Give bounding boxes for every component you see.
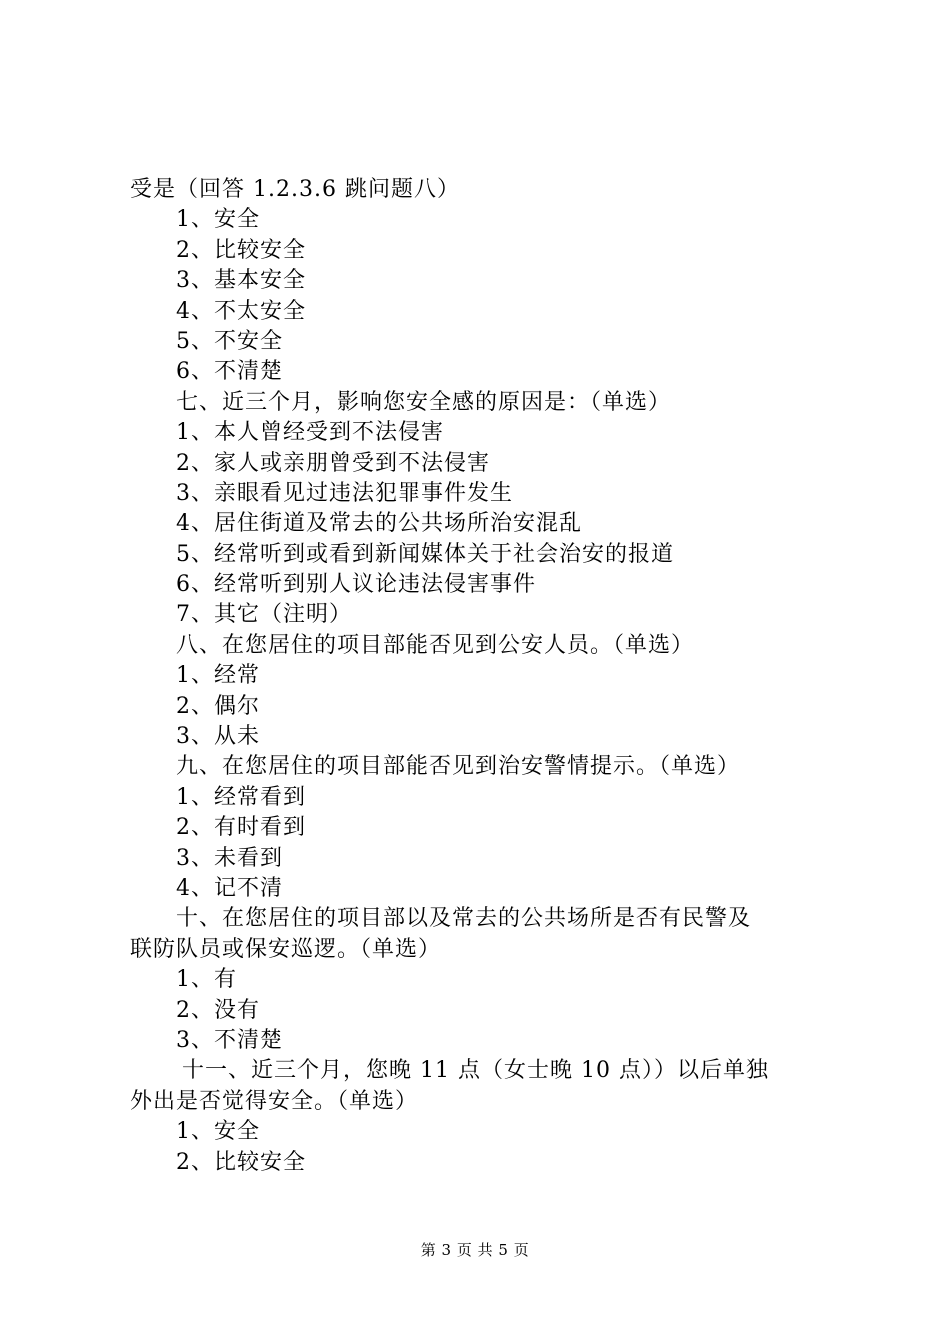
option-line: 4、不太安全 [176, 298, 306, 324]
option-line: 6、不清楚 [176, 359, 283, 385]
option-line: 1、经常 [176, 663, 260, 689]
option-line: 3、不清楚 [176, 1027, 283, 1053]
option-line: 3、亲眼看见过违法犯罪事件发生 [176, 480, 513, 506]
option-line: 3、未看到 [176, 845, 283, 871]
option-line: 1、经常看到 [176, 784, 306, 810]
question-line: 八、在您居住的项目部能否见到公安人员。（单选） [176, 632, 695, 658]
option-line: 1、安全 [176, 1119, 260, 1145]
question-continuation-line: 外出是否觉得安全。（单选） [130, 1088, 419, 1114]
question-line: 九、在您居住的项目部能否见到治安警情提示。（单选） [176, 754, 741, 780]
option-line: 2、有时看到 [176, 815, 306, 841]
option-line: 2、偶尔 [176, 693, 260, 719]
question-continuation-line: 联防队员或保安巡逻。（单选） [130, 936, 442, 962]
option-line: 2、家人或亲朋曾受到不法侵害 [176, 450, 490, 476]
page-footer: 第 3 页 共 5 页 [420, 1241, 530, 1259]
option-line: 2、比较安全 [176, 1149, 306, 1175]
option-line: 1、本人曾经受到不法侵害 [176, 420, 444, 446]
option-line: 6、经常听到别人议论违法侵害事件 [176, 572, 536, 598]
text-line: 受是（回答 1.2.3.6 跳问题八） [130, 177, 460, 202]
document-body [130, 175, 835, 1178]
option-line: 1、有 [176, 967, 237, 993]
option-line: 5、不安全 [176, 328, 283, 354]
option-line: 3、从未 [176, 724, 260, 750]
question-line: 七、近三个月，影响您安全感的原因是：（单选） [176, 389, 672, 415]
option-line: 2、没有 [176, 997, 260, 1023]
option-line: 4、居住街道及常去的公共场所治安混乱 [176, 511, 582, 537]
option-line: 4、记不清 [176, 875, 283, 901]
question-line: 十一、近三个月，您晚 11 点（女士晚 10 点））以后单独 [182, 1058, 769, 1084]
option-line: 7、其它（注明） [176, 602, 352, 628]
option-line: 5、经常听到或看到新闻媒体关于社会治安的报道 [176, 541, 674, 567]
question-line: 十、在您居住的项目部以及常去的公共场所是否有民警及 [176, 906, 752, 932]
option-line: 2、比较安全 [176, 237, 306, 263]
option-line: 1、安全 [176, 207, 260, 233]
option-line: 3、基本安全 [176, 268, 306, 294]
